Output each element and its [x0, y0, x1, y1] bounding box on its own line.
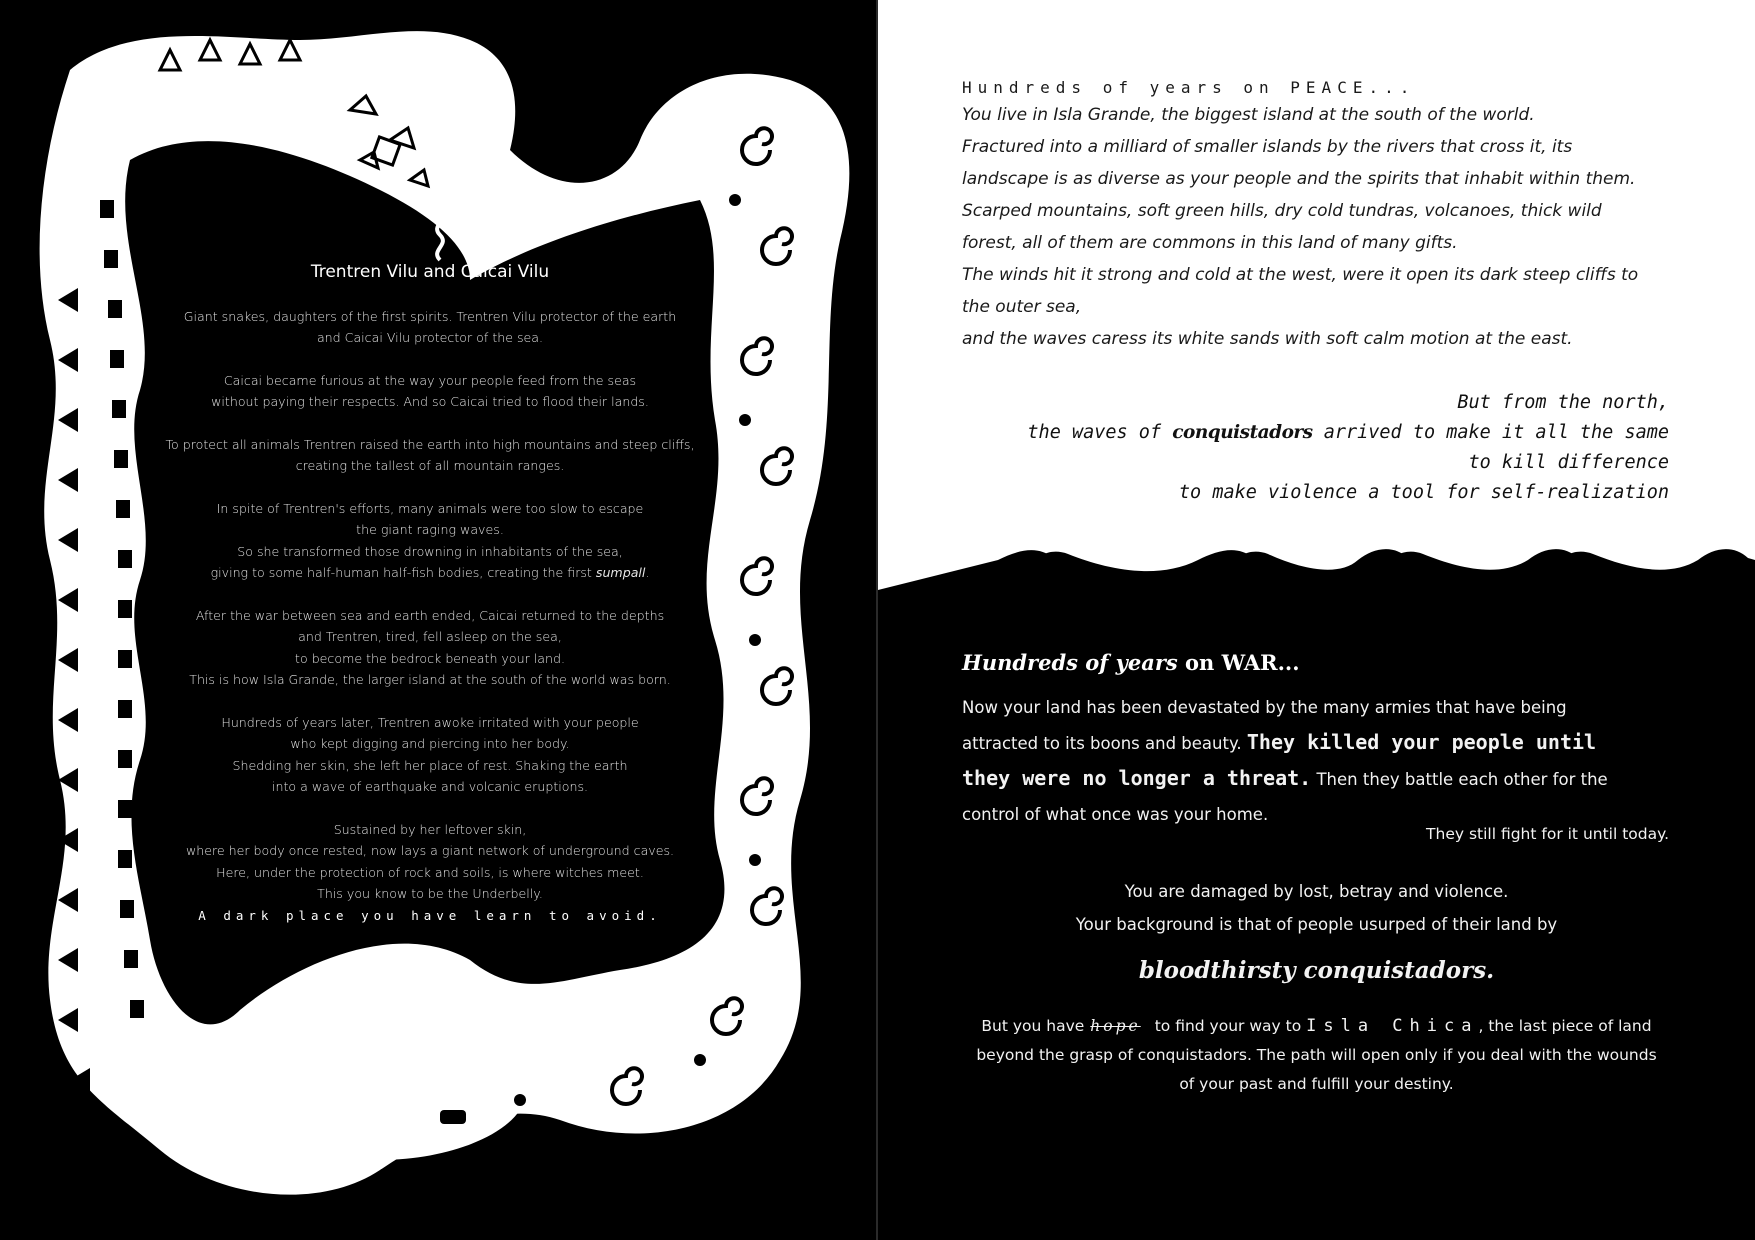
legend-line: Sustained by her leftover skin, — [333, 821, 527, 837]
war-heading — [962, 650, 1300, 675]
hope-line: beyond the grasp of conquistadors. The path will open only if you deal with the wounds — [976, 1046, 1657, 1064]
legend-paragraph-7 — [160, 819, 700, 927]
peace-line: the outer sea, — [962, 297, 1082, 317]
legend-line: So she transformed those drowning in inhabitants of the sea, — [237, 543, 623, 559]
hope-post: , the last piece of land — [1478, 1017, 1652, 1035]
legend-line: who kept digging and piercing into her body. — [290, 736, 570, 751]
legend-paragraph-3 — [160, 434, 700, 477]
war-right-line: They still fight for it until today. — [1426, 825, 1669, 843]
legend-line: Caicai became furious at the way your people feed from the seas — [223, 372, 637, 388]
legend-line: creating the tallest of all mountain ranges. — [295, 458, 565, 473]
hope-pre: But you have — [981, 1017, 1085, 1035]
legend-text-panel — [160, 262, 700, 947]
peace-heading: Hundreds of years on PEACE... — [962, 78, 1416, 97]
legend-line: This is how Isla Grande, the larger island at the south of the world was born. — [189, 672, 671, 687]
peace-line: Fractured into a milliard of smaller islands by the rivers that cross it, its — [962, 137, 1573, 157]
war-line — [962, 761, 1682, 797]
legend-line: and Trentren, tired, fell asleep on the sea, — [298, 629, 562, 644]
legend-line: and Caicai Vilu protector of the sea. — [316, 330, 544, 345]
north-line: But from the north, — [1457, 392, 1669, 413]
north-line: to make violence a tool for self-realization — [1178, 482, 1669, 503]
damage-line: You are damaged by lost, betray and violence. — [1124, 882, 1509, 901]
peace-line: You live in Isla Grande, the biggest island at the south of the world. — [962, 105, 1535, 125]
north-line: to kill difference — [1468, 452, 1669, 473]
war-line-2-pre: attracted to its boons and beauty. — [962, 734, 1242, 753]
war-body — [962, 690, 1682, 832]
peace-line: Scarped mountains, soft green hills, dry cold tundras, volcanoes, thick wild — [962, 201, 1602, 221]
legend-paragraph-4 — [160, 498, 700, 584]
sumpall-prefix: giving to some half-human half-fish bodies, creating the first — [210, 565, 592, 580]
legend-closing-line: A dark place you have learn to avoid. — [198, 907, 662, 923]
legend-paragraph-6 — [160, 712, 700, 798]
peace-line: The winds hit it strong and cold at the west, were it open its dark steep cliffs to — [962, 265, 1639, 285]
war-line-3-bold: they were no longer a threat. — [962, 766, 1312, 790]
legend-line: Hundreds of years later, Trentren awoke irritated with your people — [221, 714, 639, 730]
war-heading-rest: on WAR... — [1185, 650, 1300, 675]
north-section — [1027, 388, 1669, 508]
damage-line-emphasis: bloodthirsty conquistadors. — [1138, 957, 1495, 984]
north-pre: the waves of — [1027, 422, 1162, 443]
isla-chica: Isla Chica — [1306, 1016, 1479, 1036]
legend-paragraph-1 — [160, 306, 700, 349]
legend-paragraph-2 — [160, 370, 700, 413]
sumpall-word: sumpall — [595, 565, 646, 580]
legend-line: giving to some half-human half-fish bodies, creating the first sumpall. — [210, 565, 650, 580]
legend-line: Here, under the protection of rock and soils, is where witches meet. — [216, 864, 644, 880]
legend-line: This you know to be the Underbelly. — [317, 886, 543, 901]
war-line: control of what once was your home. — [962, 805, 1269, 824]
legend-line: to become the bedrock beneath your land. — [295, 650, 565, 666]
legend-paragraph-5 — [160, 605, 700, 691]
legend-title: Trentren Vilu and Caicai Vilu — [310, 262, 550, 282]
war-heading-script: Hundreds of years — [962, 650, 1178, 675]
north-line — [1027, 418, 1669, 448]
legend-line: To protect all animals Trentren raised the earth into high mountains and steep cliffs, — [165, 436, 695, 452]
legend-line: where her body once rested, now lays a giant network of underground caves. — [185, 843, 675, 858]
north-post: arrived to make it all the same — [1323, 422, 1669, 443]
war-line-3-post: Then they battle each other for the — [1316, 770, 1608, 789]
legend-line: the giant raging waves. — [356, 522, 504, 537]
hope-line: of your past and fulfill your destiny. — [1179, 1075, 1454, 1093]
conquistadors-word: conquistadors — [1172, 422, 1313, 443]
legend-line: Giant snakes, daughters of the first spirits. Trentren Vilu protector of the earth — [183, 308, 677, 324]
hope-word: hope — [1090, 1017, 1141, 1035]
legend-line: After the war between sea and earth ended, Caicai returned to the depths — [195, 607, 665, 623]
legend-line: into a wave of earthquake and volcanic eruptions. — [271, 779, 589, 794]
war-line — [962, 725, 1682, 761]
hope-line — [878, 1012, 1755, 1041]
legend-line: Shedding her skin, she left her place of rest. Shaking the earth — [232, 757, 628, 773]
war-line: Now your land has been devastated by the many armies that have being — [962, 698, 1567, 717]
peace-line: and the waves caress its white sands with soft calm motion at the east. — [962, 329, 1573, 349]
legend-line: In spite of Trentren's efforts, many animals were too slow to escape — [216, 500, 644, 516]
right-page — [878, 0, 1755, 1240]
peace-line: forest, all of them are commons in this land of many gifts. — [962, 233, 1458, 253]
peace-line: landscape is as diverse as your people and the spirits that inhabit within them. — [962, 169, 1636, 189]
war-line-2-bold: They killed your people until — [1246, 730, 1597, 754]
damage-line: Your background is that of people usurped of their land by — [1075, 915, 1558, 934]
legend-line: without paying their respects. And so Caicai tried to flood their lands. — [211, 394, 649, 409]
hope-section — [878, 1012, 1755, 1099]
peace-section — [962, 78, 1722, 355]
damage-section — [878, 875, 1755, 1001]
hope-mid: to find your way to — [1154, 1017, 1302, 1035]
